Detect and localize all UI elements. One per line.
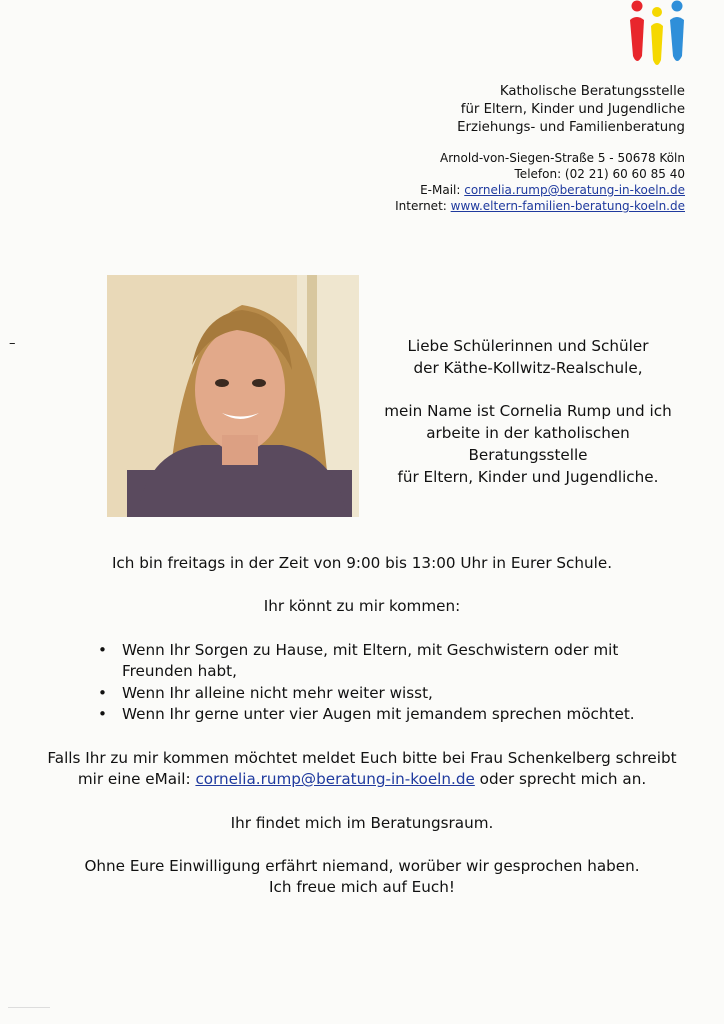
intro-line: für Eltern, Kinder und Jugendliche. — [397, 468, 659, 486]
schedule-text: Ich bin freitags in der Zeit von 9:00 bis 13:00 Uhr in Eurer Schule. — [111, 554, 613, 572]
contact-block — [395, 150, 685, 214]
intro-line: arbeite in der katholischen Beratungsstelle — [426, 424, 630, 464]
email-link[interactable]: cornelia.rump@beratung-in-koeln.de — [464, 183, 685, 197]
address: Arnold-von-Siegen-Straße 5 - 50678 Köln — [440, 151, 685, 165]
greeting-block — [366, 335, 690, 488]
privacy-text: Ohne Eure Einwilligung erfährt niemand, worüber wir gesprochen haben. — [84, 856, 640, 875]
portrait-photo — [107, 275, 359, 517]
intro-line: mein Name ist Cornelia Rump und ich — [384, 402, 672, 420]
phone: Telefon: (02 21) 60 60 85 40 — [514, 167, 685, 181]
closing-text: Ich freue mich auf Euch! — [269, 878, 455, 896]
contact-text: Falls Ihr zu mir kommen möchtet meldet Euch bitte bei Frau Schenkelberg schreibt — [47, 748, 677, 767]
letterhead — [395, 83, 685, 214]
salutation-school: der Käthe-Kollwitz-Realschule, — [413, 359, 643, 377]
list-item: • Wenn Ihr alleine nicht mehr weiter wisst, — [98, 683, 433, 702]
letter-body — [0, 553, 724, 899]
email-line: E-Mail: cornelia.rump@beratung-in-koeln.de — [420, 183, 685, 197]
margin-mark: – — [9, 336, 16, 351]
come-text: Ihr könnt zu mir kommen: — [263, 597, 461, 615]
contact-email-link[interactable]: cornelia.rump@beratung-in-koeln.de — [195, 770, 475, 788]
internet-line: Internet: www.eltern-familien-beratung-koeln.de — [395, 199, 685, 213]
reasons-list — [0, 640, 724, 726]
organization-name: Katholische Beratungsstelle für Eltern, Kinder und Jugendliche Erziehungs- und Familienberatung — [457, 84, 685, 135]
room-text: Ihr findet mich im Beratungsraum. — [230, 813, 494, 832]
corner-rule — [8, 1007, 50, 1010]
three-people-logo-icon — [624, 0, 688, 70]
contact-email-line: mir eine eMail: cornelia.rump@beratung-in-koeln.de oder sprecht mich an. — [77, 770, 647, 788]
list-item: • Wenn Ihr gerne unter vier Augen mit jemandem sprechen möchtet. — [98, 705, 635, 723]
salutation: Liebe Schülerinnen und Schüler — [407, 337, 649, 355]
list-item: • Wenn Ihr Sorgen zu Hause, mit Eltern, mit Geschwistern oder mit Freunden habt, — [98, 640, 619, 680]
website-link[interactable]: www.eltern-familien-beratung-koeln.de — [450, 199, 685, 213]
